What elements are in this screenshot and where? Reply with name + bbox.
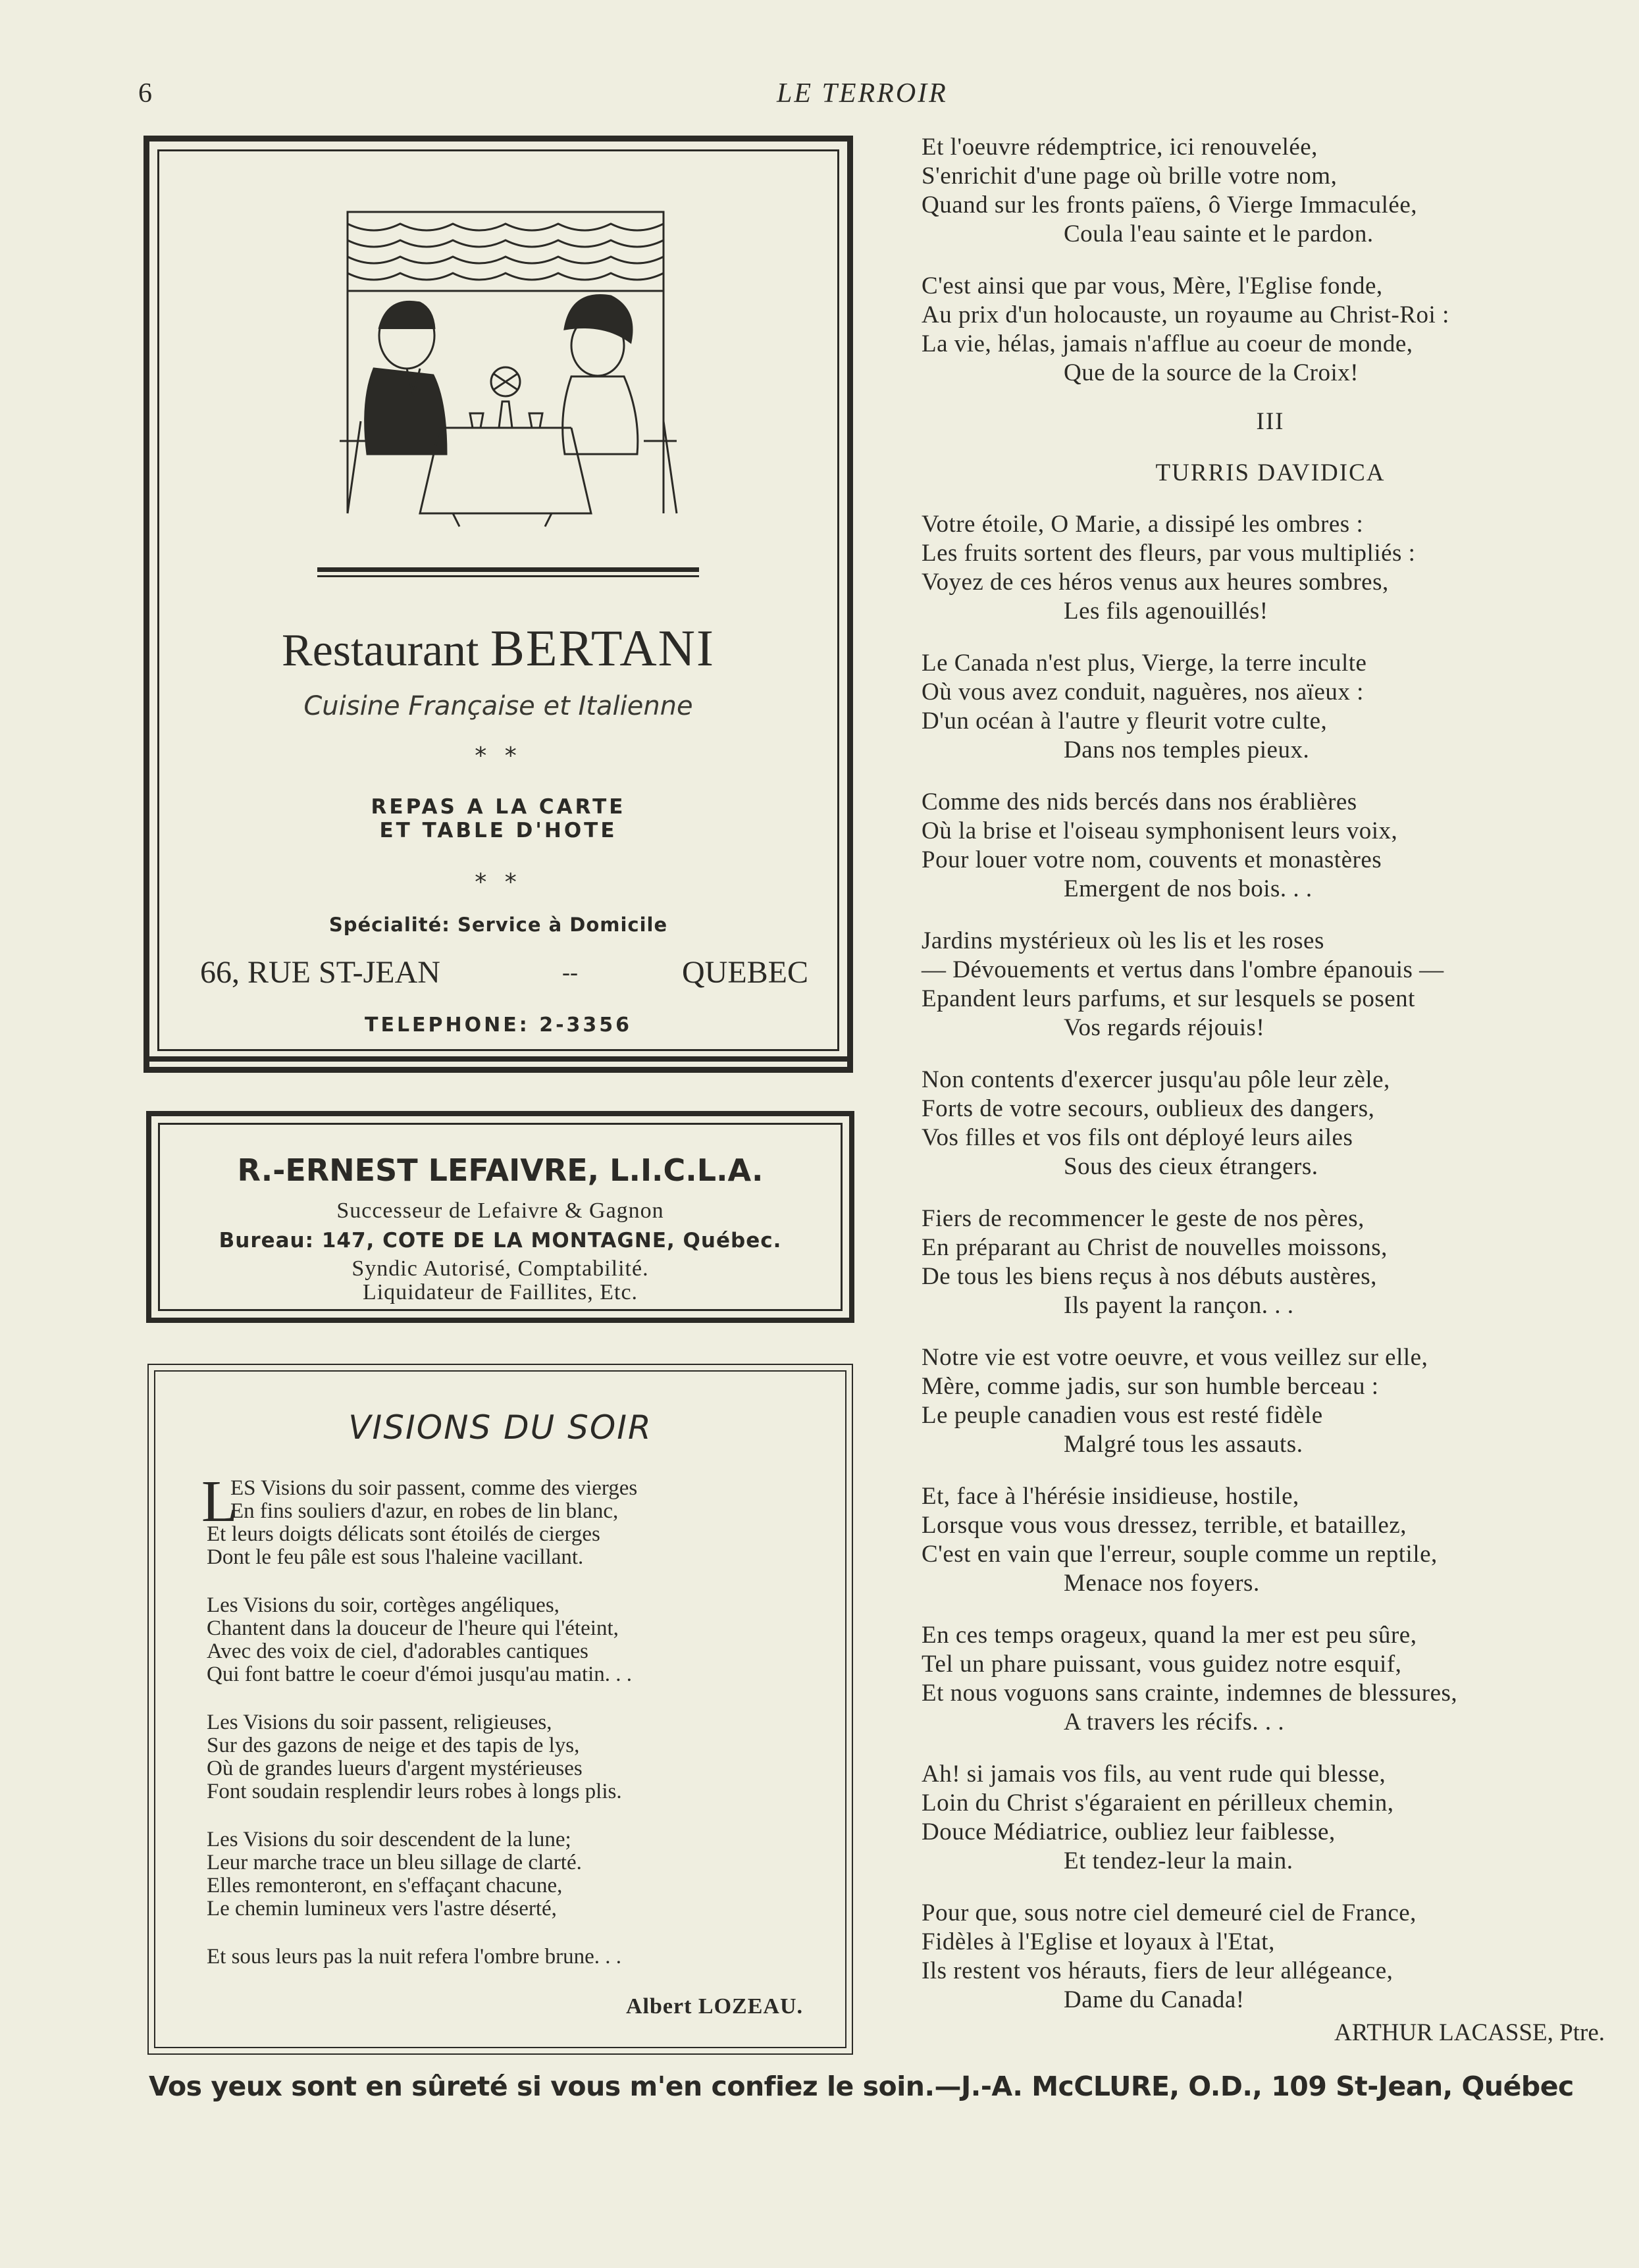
stanza-gap	[207, 1920, 637, 1946]
poem-line: Le chemin lumineux vers l'astre déserté,	[207, 1897, 557, 1920]
poem-line: La vie, hélas, jamais n'afflue au coeur de monde,	[922, 330, 1413, 357]
poem-line: En préparant au Christ de nouvelles moissons,	[922, 1234, 1388, 1261]
stanza-gap	[922, 1737, 1619, 1760]
running-head: LE TERROIR	[777, 78, 948, 109]
right-column-poem	[922, 133, 1619, 2048]
poem-line: D'un océan à l'autre y fleurit votre culte,	[922, 708, 1328, 735]
street-address: 66, RUE ST-JEAN	[200, 955, 440, 990]
stanza-gap	[207, 1569, 637, 1594]
restaurant-name	[159, 619, 837, 678]
poem-line: Ils restent vos hérauts, fiers de leur allégeance,	[922, 1957, 1393, 1984]
cuisine-line: Cuisine Française et Italienne	[303, 691, 693, 721]
ad-bottom-bar	[149, 1056, 847, 1062]
footer-advertisement: Vos yeux sont en sûreté si vous m'en confiez le soin.—J.-A. McCLURE, O.D., 109 St-Jean, Québec	[149, 2071, 1574, 2102]
poem-line: S'enrichit d'une page où brille votre nom,	[922, 163, 1338, 190]
divider-rule-thin	[317, 575, 699, 577]
poem-line: Les fruits sortent des fleurs, par vous multipliés :	[922, 540, 1416, 567]
page-number: 6	[138, 78, 152, 109]
poem-line: Le peuple canadien vous est resté fidèle	[922, 1402, 1323, 1429]
section-number: III	[1256, 408, 1285, 435]
stanza-gap	[207, 1686, 637, 1711]
poem-line: Votre étoile, O Marie, a dissipé les ombres :	[922, 511, 1364, 538]
poem-line: Loin du Christ s'égaraient en périlleux chemin,	[922, 1790, 1394, 1817]
poem-line: En ces temps orageux, quand la mer est peu sûre,	[922, 1622, 1417, 1649]
poem-line: Au prix d'un holocauste, un royaume au Christ-Roi :	[922, 301, 1449, 328]
poem-line: Chantent dans la douceur de l'heure qui l'éteint,	[207, 1616, 619, 1640]
restaurant-name-main: BERTANI	[490, 619, 715, 677]
stars-ornament-2: * *	[475, 869, 522, 896]
restaurant-name-prefix: Restaurant	[282, 625, 479, 676]
poem-line: Pour louer votre nom, couvents et monastères	[922, 846, 1382, 873]
poem-line: Quand sur les fronts païens, ô Vierge Immaculée,	[922, 192, 1418, 219]
stanza-gap	[922, 1043, 1619, 1066]
lefaivre-inner-frame	[158, 1123, 843, 1311]
poem-line: Et nous voguons sans crainte, indemnes de blessures,	[922, 1680, 1458, 1707]
poem-line: Les Visions du soir, cortèges angéliques,	[207, 1593, 559, 1617]
poem-line: Elles remonteront, en s'effaçant chacune,	[207, 1874, 563, 1897]
poem-inner-frame	[154, 1370, 846, 2048]
poem-line: Sous des cieux étrangers.	[1064, 1153, 1318, 1180]
poem-line: Voyez de ces héros venus aux heures sombres,	[922, 569, 1389, 596]
poem-line: Lorsque vous vous dressez, terrible, et bataillez,	[922, 1512, 1407, 1539]
stanza-gap	[207, 1803, 637, 1828]
poem-signature: ARTHUR LACASSE, Ptre.	[1334, 2019, 1605, 2046]
poem-line: Et, face à l'hérésie insidieuse, hostile,	[922, 1483, 1299, 1510]
stanza-gap	[922, 1459, 1619, 1482]
menu-lines	[159, 795, 837, 842]
poem-line: Avec des voix de ciel, d'adorables cantiques	[207, 1639, 588, 1663]
poem-line: Que de la source de la Croix!	[1064, 359, 1359, 386]
poem-line: Coula l'eau sainte et le pardon.	[1064, 220, 1374, 247]
poem-line: Fidèles à l'Eglise et loyaux à l'Etat,	[922, 1928, 1275, 1955]
stanza-gap	[922, 765, 1619, 788]
menu-line-2: ET TABLE D'HOTE	[379, 819, 617, 842]
drop-cap: L	[201, 1469, 238, 1534]
poem-line: Et l'oeuvre rédemptrice, ici renouvelée,	[922, 134, 1318, 161]
poem-line: Epandent leurs parfums, et sur lesquels se posent	[922, 985, 1415, 1012]
poem-body	[201, 1469, 638, 1969]
poem-line: Et sous leurs pas la nuit refera l'ombre brune. . .	[207, 1945, 622, 1969]
stanza-gap	[922, 904, 1619, 927]
poem-line: En fins souliers d'azur, en robes de lin blanc,	[230, 1499, 619, 1523]
poem-line: Les Visions du soir descendent de la lune;	[207, 1828, 571, 1851]
stanza-gap	[922, 626, 1619, 649]
poem-line: Où de grandes lueurs d'argent mystérieuses	[207, 1757, 583, 1780]
poem-line: — Dévouements et vertus dans l'ombre épanouis —	[922, 956, 1444, 983]
restaurant-illustration	[321, 204, 690, 533]
poem-line: Non contents d'exercer jusqu'au pôle leur zèle,	[922, 1066, 1390, 1093]
poem-line: Jardins mystérieux où les lis et les roses	[922, 927, 1324, 954]
ad-inner-frame	[157, 149, 839, 1051]
poem-line: Qui font battre le coeur d'émoi jusqu'au matin. . .	[207, 1662, 633, 1686]
lefaivre-line-4: Liquidateur de Faillites, Etc.	[362, 1280, 638, 1304]
poem-line: Pour que, sous notre ciel demeuré ciel de France,	[922, 1899, 1417, 1926]
poem-author: Albert LOZEAU.	[626, 1994, 803, 2019]
poem-line: C'est ainsi que par vous, Mère, l'Eglise fonde,	[922, 272, 1383, 299]
poem-line: De tous les biens reçus à nos débuts austères,	[922, 1263, 1377, 1290]
poem-line: Sur des gazons de neige et des tapis de lys,	[207, 1734, 580, 1757]
poem-line: Les Visions du soir passent, religieuses,	[207, 1711, 552, 1734]
poem-line: Tel un phare puissant, vous guidez notre esquif,	[922, 1651, 1402, 1678]
poem-line: Dans nos temples pieux.	[1064, 736, 1310, 763]
section-title: TURRIS DAVIDICA	[1155, 459, 1386, 486]
poem-line: Emergent de nos bois. . .	[1064, 875, 1313, 902]
stanza-gap	[922, 1320, 1619, 1343]
address-separator: --	[562, 959, 578, 985]
poem-line: Les fils agenouillés!	[1064, 598, 1268, 625]
specialty-line: Spécialité: Service à Domicile	[328, 914, 668, 936]
poem-line: Mère, comme jadis, sur son humble berceau :	[922, 1373, 1379, 1400]
stanza-gap	[922, 249, 1619, 272]
lefaivre-successor: Successeur de Lefaivre & Gagnon	[336, 1198, 664, 1223]
lefaivre-line-3: Syndic Autorisé, Comptabilité.	[351, 1256, 649, 1281]
poem-line: Ah! si jamais vos fils, au vent rude qui blesse,	[922, 1761, 1386, 1788]
menu-line-1: REPAS A LA CARTE	[371, 795, 626, 819]
poem-title: VISIONS DU SOIR	[348, 1408, 652, 1447]
poem-line: Menace nos foyers.	[1064, 1570, 1260, 1597]
poem-line: Où vous avez conduit, naguères, nos aïeux :	[922, 679, 1364, 706]
poem-line: Forts de votre secours, oublieux des dangers,	[922, 1095, 1375, 1122]
poem-line: Notre vie est votre oeuvre, et vous veillez sur elle,	[922, 1344, 1428, 1371]
city: QUEBEC	[682, 955, 808, 990]
restaurant-advertisement	[143, 136, 853, 1073]
lefaivre-advertisement	[146, 1111, 854, 1323]
poem-line: Dame du Canada!	[1064, 1986, 1245, 2013]
lefaivre-bureau: Bureau: 147, COTE DE LA MONTAGNE, Québec.	[219, 1229, 782, 1252]
poem-line: Et tendez-leur la main.	[1064, 1847, 1293, 1874]
stars-ornament: * *	[475, 742, 522, 769]
stanza-gap	[922, 1181, 1619, 1204]
lefaivre-name: R.-ERNEST LEFAIVRE, L.I.C.L.A.	[237, 1152, 764, 1188]
poem-line: Ils payent la rançon. . .	[1064, 1292, 1294, 1319]
poem-line: Leur marche trace un bleu sillage de clarté.	[207, 1851, 582, 1874]
stanza-gap	[922, 1876, 1619, 1899]
poem-line: Fiers de recommencer le geste de nos pères,	[922, 1205, 1365, 1232]
poem-line: C'est en vain que l'erreur, souple comme un reptile,	[922, 1541, 1438, 1568]
poem-line: Où la brise et l'oiseau symphonisent leurs voix,	[922, 817, 1398, 844]
poem-line: Dont le feu pâle est sous l'haleine vacillant.	[207, 1545, 584, 1569]
poem-line: ES Visions du soir passent, comme des vierges	[230, 1476, 638, 1500]
poem-line: A travers les récifs. . .	[1064, 1709, 1285, 1736]
divider-rule	[317, 567, 699, 572]
poem-line: Et leurs doigts délicats sont étoilés de cierges	[207, 1522, 600, 1546]
visions-poem-box	[147, 1364, 853, 2055]
poem-line: Le Canada n'est plus, Vierge, la terre inculte	[922, 650, 1367, 677]
poem-line: Comme des nids bercés dans nos érablières	[922, 788, 1357, 815]
stanza-gap	[922, 1598, 1619, 1621]
stanza-gap	[922, 488, 1619, 510]
telephone: TELEPHONE: 2-3356	[364, 1014, 633, 1037]
poem-line: Malgré tous les assauts.	[1064, 1431, 1303, 1458]
poem-line: Font soudain resplendir leurs robes à longs plis.	[207, 1780, 622, 1803]
poem-line: Douce Médiatrice, oubliez leur faiblesse,	[922, 1818, 1336, 1845]
poem-line: Vos regards réjouis!	[1064, 1014, 1265, 1041]
poem-line: Vos filles et vos fils ont déployé leurs ailes	[922, 1124, 1353, 1151]
